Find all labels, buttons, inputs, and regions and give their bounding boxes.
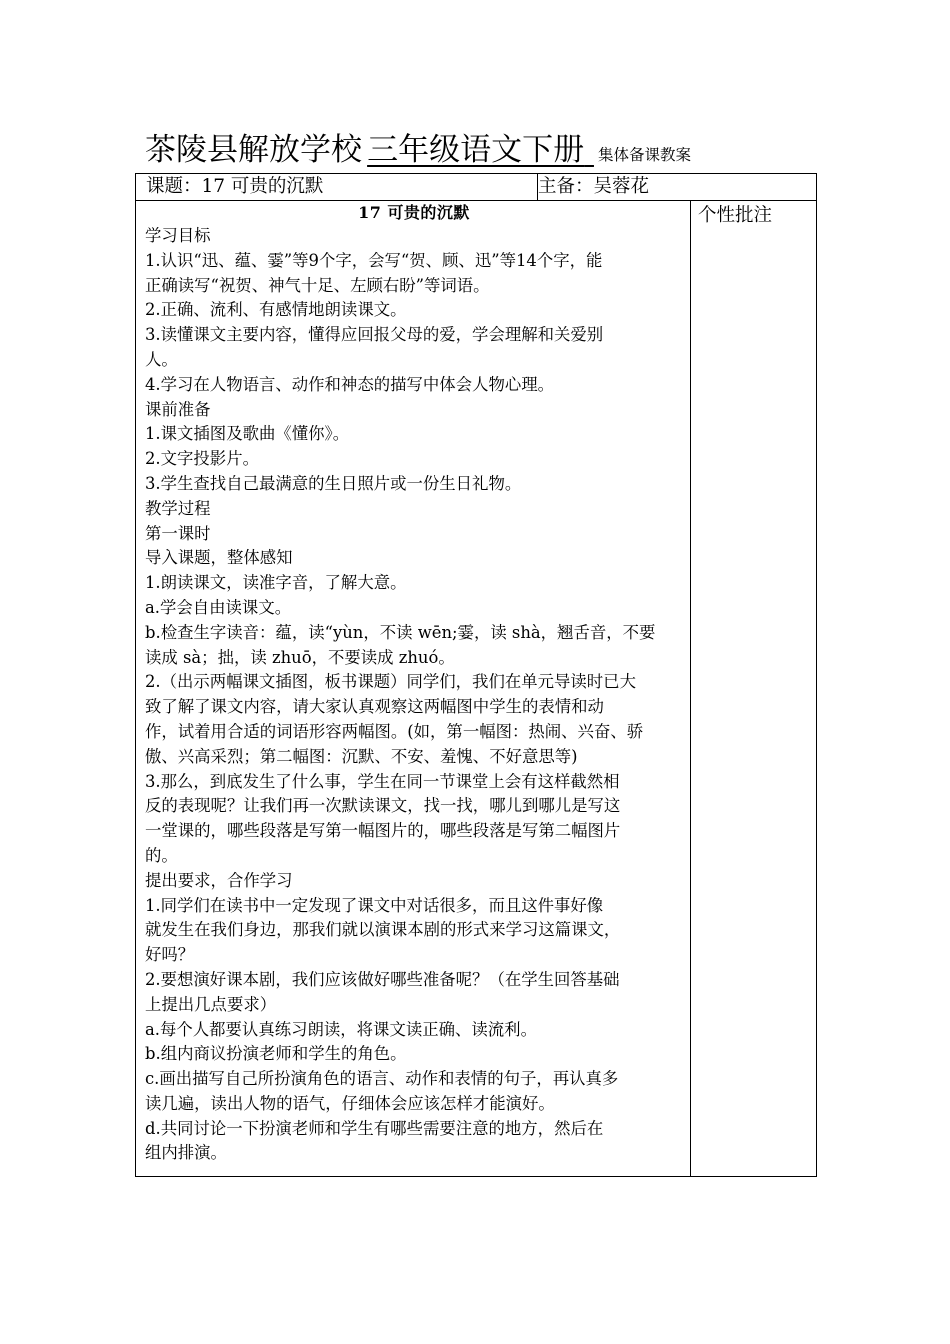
lesson-content-cell [136,201,691,1177]
notes-cell [691,201,817,1177]
text-line: a.学会自由读课文。 [145,597,292,617]
text-line: 3.学生查找自己最满意的生日照片或一份生日礼物。 [145,473,522,493]
grade-title [367,132,594,168]
text-line: b.检查生字读音：蕴，读“yùn，不读 wēn;霎，读 shà，翘舌音，不要 [145,622,656,642]
text-line: a.每个人都要认真练习朗读，将课文读正确、读流利。 [145,1019,537,1039]
text-line: 就发生在我们身边，那我们就以演课本剧的形式来学习这篇课文， [145,920,621,940]
text-line: 上提出几点要求） [145,994,277,1014]
school-name: 茶陵县解放学校 [145,132,362,168]
preparer-cell: 主备：吴蓉花 [538,174,817,201]
text-line: 课前准备 [145,399,211,419]
text-line: 致了解了课文内容，请大家认真观察这两幅图中学生的表情和动 [145,697,604,717]
text-line: c.画出描写自己所扮演角色的语言、动作和表情的句子，再认真多 [145,1069,619,1089]
page-header [145,128,691,177]
text-line: 1.朗读课文，读准字音，了解大意。 [145,573,407,593]
lesson-title: 17 可贵的沉默 [358,203,470,222]
text-line: 反的表现呢？让我们再一次默读课文，找一找，哪儿到哪儿是写这 [145,796,621,816]
text-line: 教学过程 [145,498,211,518]
meta-row [136,174,817,201]
text-line: 组内排演。 [145,1143,227,1163]
text-line: 人。 [145,349,178,369]
text-line: 2.文字投影片。 [145,449,259,469]
text-line: 读几遍，读出人物的语气，仔细体会应该怎样才能演好。 [145,1093,555,1113]
grade-title-text: 三年级语文下册 [367,132,585,168]
document-subtitle: 集体备课教案 [597,146,691,164]
text-line: 1.课文插图及歌曲《懂你》。 [145,424,350,444]
text-line: 的。 [145,845,178,865]
text-line: b.组内商议扮演老师和学生的角色。 [145,1044,407,1064]
content-row [136,201,817,1177]
topic-cell: 课题：17 可贵的沉默 [136,174,538,201]
text-line: d.共同讨论一下扮演老师和学生有哪些需要注意的地方，然后在 [145,1118,604,1138]
text-line: 提出要求，合作学习 [145,870,293,890]
text-line: 作，试着用合适的词语形容两幅图。(如，第一幅图：热闹、兴奋、骄 [145,721,644,741]
text-line: 4.学习在人物语言、动作和神态的描写中体会人物心理。 [145,374,555,394]
text-line: 导入课题，整体感知 [145,548,293,568]
text-line: 学习目标 [145,226,211,245]
text-line: 好吗？ [145,945,195,965]
text-line: 2.（出示两幅课文插图，板书课题）同学们，我们在单元导读时已大 [145,672,636,692]
notes-label: 个性批注 [698,205,773,226]
text-line: 3.那么，到底发生了什么事，学生在同一节课堂上会有这样截然相 [145,771,620,791]
text-line: 2.正确、流利、有感情地朗读课文。 [145,300,407,320]
lesson-body [145,224,683,1166]
text-line: 1.认识“迅、蕴、霎”等9个字，会写“贺、顾、迅”等14个字，能 [145,250,603,270]
text-line: 第一课时 [145,523,211,543]
text-line: 1.同学们在读书中一定发现了课文中对话很多，而且这件事好像 [145,895,604,915]
lesson-plan-table [135,173,817,1177]
text-line: 一堂课的，哪些段落是写第一幅图片的，哪些段落是写第二幅图片 [145,821,621,841]
text-line: 3.读懂课文主要内容，懂得应回报父母的爱，学会理解和关爱别 [145,325,604,345]
text-line: 2.要想演好课本剧，我们应该做好哪些准备呢？（在学生回答基础 [145,969,620,989]
text-line: 正确读写“祝贺、神气十足、左顾右盼”等词语。 [145,275,490,295]
text-line: 读成 sà；拙，读 zhuō，不要读成 zhuó。 [145,647,455,667]
text-line: 傲、兴高采烈；第二幅图：沉默、不安、羞愧、不好意思等) [145,746,578,766]
